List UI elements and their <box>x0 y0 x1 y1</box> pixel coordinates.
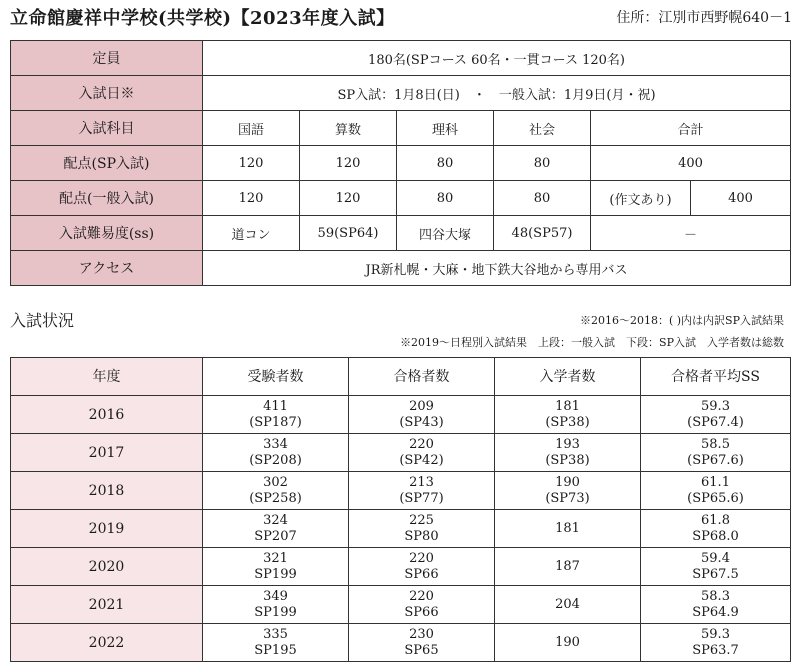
avg-ss-cell <box>641 586 791 624</box>
subject-japanese: 国語 <box>203 111 300 146</box>
enrolled-cell <box>495 586 641 624</box>
score-general-essay: (作文あり) <box>591 181 691 216</box>
status-note-2: ※2019〜日程別入試結果 上段：一般入試 下段：SP入試 入学者数は総数 <box>400 336 784 349</box>
enrolled-cell <box>495 510 641 548</box>
primary-value: 58.5 <box>701 436 730 452</box>
difficulty-row <box>11 216 791 251</box>
year-cell: 2020 <box>11 548 203 586</box>
sp-value: (SP65.6) <box>687 490 744 506</box>
sp-value: SP66 <box>404 566 439 582</box>
enrolled-cell <box>495 434 641 472</box>
year-cell: 2019 <box>11 510 203 548</box>
sp-value: SP67.5 <box>692 566 739 582</box>
status-section-title: 入試状況 <box>10 311 75 330</box>
subject-total: 合計 <box>591 111 791 146</box>
table-row <box>11 624 791 662</box>
passed-cell <box>349 434 495 472</box>
year-cell: 2021 <box>11 586 203 624</box>
score-sp-social: 80 <box>494 146 591 181</box>
primary-value: 230 <box>409 626 434 642</box>
applicants-cell <box>203 434 349 472</box>
applicants-cell <box>203 548 349 586</box>
sp-value: SP65 <box>404 642 439 658</box>
avg-ss-cell <box>641 624 791 662</box>
year-cell: 2016 <box>11 396 203 434</box>
capacity-value: 180名(SPコース 60名・一貫コース 120名) <box>203 41 791 76</box>
sp-value: SP66 <box>404 604 439 620</box>
passed-cell <box>349 586 495 624</box>
score-sp-row <box>11 146 791 181</box>
exam-status-table <box>10 357 791 662</box>
status-note-1: ※2016〜2018：( )内は内訳SP入試結果 <box>579 314 784 327</box>
sp-value: SP195 <box>254 642 297 658</box>
access-label: アクセス <box>11 251 203 286</box>
subject-math: 算数 <box>300 111 397 146</box>
sp-value: SP199 <box>254 604 297 620</box>
avg-ss-cell <box>641 510 791 548</box>
primary-value: 324 <box>263 512 288 528</box>
primary-value: 193 <box>555 436 580 452</box>
capacity-row <box>11 41 791 76</box>
status-header-row <box>11 358 791 396</box>
applicants-cell <box>203 472 349 510</box>
applicants-cell <box>203 510 349 548</box>
score-general-label: 配点(一般入試) <box>11 181 203 216</box>
primary-value: 220 <box>409 550 434 566</box>
sp-value: (SP73) <box>545 490 590 506</box>
applicants-cell <box>203 396 349 434</box>
passed-cell <box>349 472 495 510</box>
page-header <box>10 4 792 32</box>
difficulty-source-yotsuya: 四谷大塚 <box>397 216 494 251</box>
table-row <box>11 434 791 472</box>
access-value: JR新札幌・大麻・地下鉄大谷地から専用バス <box>203 251 791 286</box>
primary-value: 59.3 <box>701 398 730 414</box>
score-general-total: 400 <box>691 181 791 216</box>
enrolled-cell <box>495 396 641 434</box>
exam-date-row <box>11 76 791 111</box>
sp-value: (SP43) <box>399 414 444 430</box>
primary-value: 59.3 <box>701 626 730 642</box>
primary-value: 321 <box>263 550 288 566</box>
primary-value: 411 <box>263 398 288 414</box>
primary-value: 181 <box>555 520 580 536</box>
sp-value: SP63.7 <box>692 642 739 658</box>
passed-cell <box>349 396 495 434</box>
primary-value: 187 <box>555 558 580 574</box>
year-cell: 2018 <box>11 472 203 510</box>
subject-science: 理科 <box>397 111 494 146</box>
passed-cell <box>349 624 495 662</box>
subjects-label: 入試科目 <box>11 111 203 146</box>
primary-value: 349 <box>263 588 288 604</box>
sp-value: SP199 <box>254 566 297 582</box>
access-row <box>11 251 791 286</box>
enrolled-cell <box>495 624 641 662</box>
year-cell: 2017 <box>11 434 203 472</box>
primary-value: 190 <box>555 474 580 490</box>
primary-value: 61.8 <box>701 512 730 528</box>
primary-value: 335 <box>263 626 288 642</box>
sp-value: (SP208) <box>249 452 302 468</box>
primary-value: 302 <box>263 474 288 490</box>
difficulty-other: － <box>591 216 791 251</box>
passed-cell <box>349 548 495 586</box>
sp-value: (SP42) <box>399 452 444 468</box>
score-sp-math: 120 <box>300 146 397 181</box>
difficulty-label: 入試難易度(ss) <box>11 216 203 251</box>
year-cell: 2022 <box>11 624 203 662</box>
page-title: 立命館慶祥中学校(共学校)【2023年度入試】 <box>10 8 395 29</box>
primary-value: 204 <box>555 596 580 612</box>
subjects-row <box>11 111 791 146</box>
avg-ss-cell <box>641 396 791 434</box>
primary-value: 190 <box>555 634 580 650</box>
score-sp-japanese: 120 <box>203 146 300 181</box>
score-sp-label: 配点(SP入試) <box>11 146 203 181</box>
passed-cell <box>349 510 495 548</box>
avg-ss-cell <box>641 434 791 472</box>
capacity-label: 定員 <box>11 41 203 76</box>
difficulty-yotsuya-value: 48(SP57) <box>494 216 591 251</box>
primary-value: 334 <box>263 436 288 452</box>
sp-value: (SP77) <box>399 490 444 506</box>
subject-social: 社会 <box>494 111 591 146</box>
score-general-social: 80 <box>494 181 591 216</box>
difficulty-source-docon: 道コン <box>203 216 300 251</box>
sp-value: SP68.0 <box>692 528 739 544</box>
primary-value: 220 <box>409 436 434 452</box>
exam-date-value: SP入試：1月8日(日) ・ 一般入試：1月9日(月・祝) <box>203 76 791 111</box>
header-year: 年度 <box>11 358 203 396</box>
primary-value: 225 <box>409 512 434 528</box>
header-avg-ss: 合格者平均SS <box>641 358 791 396</box>
score-sp-total: 400 <box>591 146 791 181</box>
sp-value: (SP67.6) <box>687 452 744 468</box>
avg-ss-cell <box>641 472 791 510</box>
score-general-japanese: 120 <box>203 181 300 216</box>
school-address: 住所：江別市西野幌640－1 <box>616 10 792 26</box>
applicants-cell <box>203 624 349 662</box>
sp-value: SP207 <box>254 528 297 544</box>
primary-value: 58.3 <box>701 588 730 604</box>
primary-value: 181 <box>555 398 580 414</box>
applicants-cell <box>203 586 349 624</box>
table-row <box>11 510 791 548</box>
table-row <box>11 396 791 434</box>
header-passed: 合格者数 <box>349 358 495 396</box>
table-row <box>11 586 791 624</box>
sp-value: (SP38) <box>545 414 590 430</box>
sp-value: (SP38) <box>545 452 590 468</box>
header-applicants: 受験者数 <box>203 358 349 396</box>
difficulty-docon-value: 59(SP64) <box>300 216 397 251</box>
score-general-row <box>11 181 791 216</box>
header-enrolled: 入学者数 <box>495 358 641 396</box>
sp-value: (SP258) <box>249 490 302 506</box>
score-sp-science: 80 <box>397 146 494 181</box>
primary-value: 61.1 <box>701 474 730 490</box>
primary-value: 209 <box>409 398 434 414</box>
avg-ss-cell <box>641 548 791 586</box>
primary-value: 213 <box>409 474 434 490</box>
exam-info-table <box>10 40 791 286</box>
sp-value: (SP67.4) <box>687 414 744 430</box>
table-row <box>11 472 791 510</box>
table-row <box>11 548 791 586</box>
score-general-science: 80 <box>397 181 494 216</box>
sp-value: SP80 <box>404 528 439 544</box>
sp-value: (SP187) <box>249 414 302 430</box>
exam-date-label: 入試日※ <box>11 76 203 111</box>
enrolled-cell <box>495 548 641 586</box>
score-general-math: 120 <box>300 181 397 216</box>
sp-value: SP64.9 <box>692 604 739 620</box>
enrolled-cell <box>495 472 641 510</box>
primary-value: 220 <box>409 588 434 604</box>
primary-value: 59.4 <box>701 550 730 566</box>
